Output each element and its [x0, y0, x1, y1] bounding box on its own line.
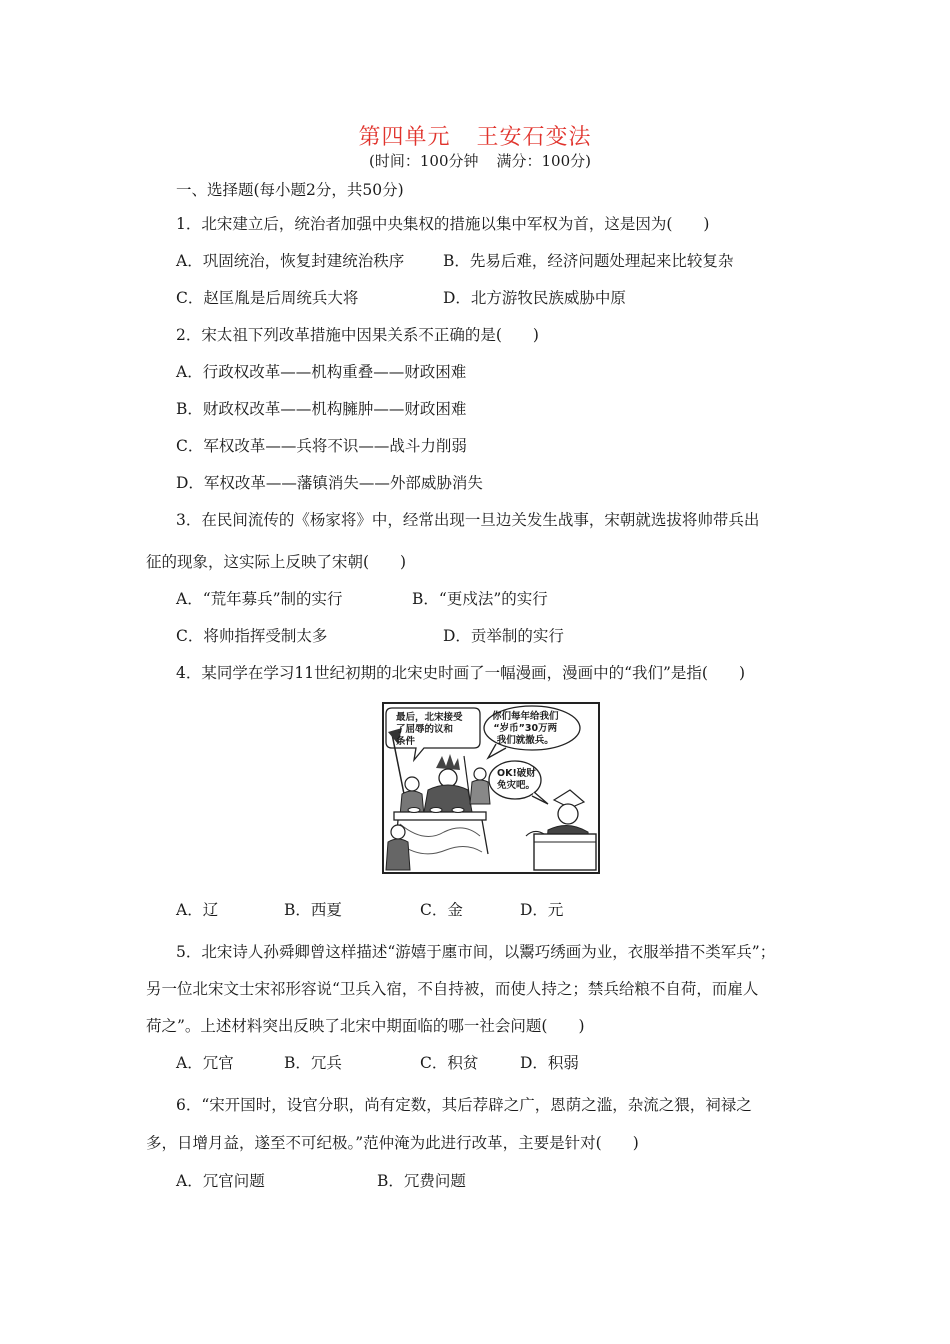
- option-d: D．北方游牧民族威胁中原: [443, 289, 626, 307]
- question-1-options-row: [176, 251, 733, 271]
- question-6-stem: 6．“宋开国时，设官分职，尚有定数，其后荐辟之广，恩荫之滥，杂流之猥，祠禄之: [176, 1096, 752, 1114]
- option-c: C．将帅指挥受制太多: [176, 627, 328, 645]
- bubble-2-text: 你们每年给我们 “岁币”30万两 我们就撤兵。: [492, 711, 559, 746]
- option-b: B．“更戍法”的实行: [412, 590, 548, 608]
- bubble-1-text: 最后，北宋接受 了屈辱的议和 条件: [396, 712, 463, 747]
- option-d: D．元: [520, 901, 564, 919]
- option-c: C．赵匡胤是后周统兵大将: [176, 289, 359, 307]
- option-c: C．军权改革——兵将不识——战斗力削弱: [176, 437, 467, 455]
- bubble-3-text: OK!破财 免灾吧。: [497, 768, 536, 791]
- option-a: A．“荒年募兵”制的实行: [176, 590, 343, 608]
- question-3-stem-cont: 征的现象，这实际上反映了宋朝( ): [146, 553, 407, 571]
- section-heading: 一、选择题(每小题2分，共50分): [176, 181, 404, 199]
- option-b: B．财政权改革——机构臃肿——财政困难: [176, 400, 467, 418]
- option-a: A．冗官: [176, 1054, 234, 1072]
- question-3-stem: 3．在民间流传的《杨家将》中，经常出现一旦边关发生战事，宋朝就选拔将帅带兵出: [176, 511, 760, 529]
- question-2-stem: 2．宋太祖下列改革措施中因果关系不正确的是( ): [176, 326, 539, 344]
- question-1-stem: 1．北宋建立后，统治者加强中央集权的措施以集中军权为首，这是因为( ): [176, 215, 710, 233]
- question-5-stem-cont: 另一位北宋文士宋祁形容说“卫兵入宿，不自持被，而使人持之；禁兵给粮不自荷，而雇人: [146, 980, 759, 998]
- option-b: B．西夏: [284, 901, 342, 919]
- option-b: B．先易后难，经济问题处理起来比较复杂: [443, 252, 734, 270]
- question-1-options-row: [176, 288, 626, 308]
- question-5-options-row: [176, 1053, 579, 1073]
- option-a: A．巩固统治，恢复封建统治秩序: [176, 252, 405, 270]
- option-d: D．积弱: [520, 1054, 579, 1072]
- question-5-stem-cont: 荷之”。上述材料突出反映了北宋中期面临的哪一社会问题( ): [146, 1017, 585, 1035]
- option-c: C．积贫: [420, 1054, 479, 1072]
- page-title: 第四单元 王安石变法: [358, 125, 592, 150]
- question-3-options-row: [176, 626, 564, 646]
- option-d: D．贡举制的实行: [443, 627, 564, 645]
- option-a: A．冗官问题: [176, 1172, 265, 1190]
- option-a: A．辽: [176, 901, 219, 919]
- question-4-stem: 4．某同学在学习11世纪初期的北宋史时画了一幅漫画，漫画中的“我们”是指( ): [176, 664, 746, 682]
- question-5-stem: 5．北宋诗人孙舜卿曾这样描述“游嬉于廛市间，以鬻巧绣画为业，衣服举措不类军兵”；: [176, 943, 776, 961]
- question-6-options-row: [176, 1171, 466, 1191]
- option-c: C．金: [420, 901, 463, 919]
- question-4-options-row: [176, 900, 563, 920]
- question-6-stem-cont: 多，日增月益，遂至不可纪极。”范仲淹为此进行改革，主要是针对( ): [146, 1134, 639, 1152]
- option-a: A．行政权改革——机构重叠——财政困难: [176, 363, 467, 381]
- question-3-options-row: [176, 589, 548, 609]
- cartoon-illustration: [382, 702, 600, 874]
- option-b: B．冗兵: [284, 1054, 342, 1072]
- page-subtitle: (时间：100分钟 满分：100分): [369, 152, 591, 170]
- option-d: D．军权改革——藩镇消失——外部威胁消失: [176, 474, 483, 492]
- option-b: B．冗费问题: [377, 1172, 466, 1190]
